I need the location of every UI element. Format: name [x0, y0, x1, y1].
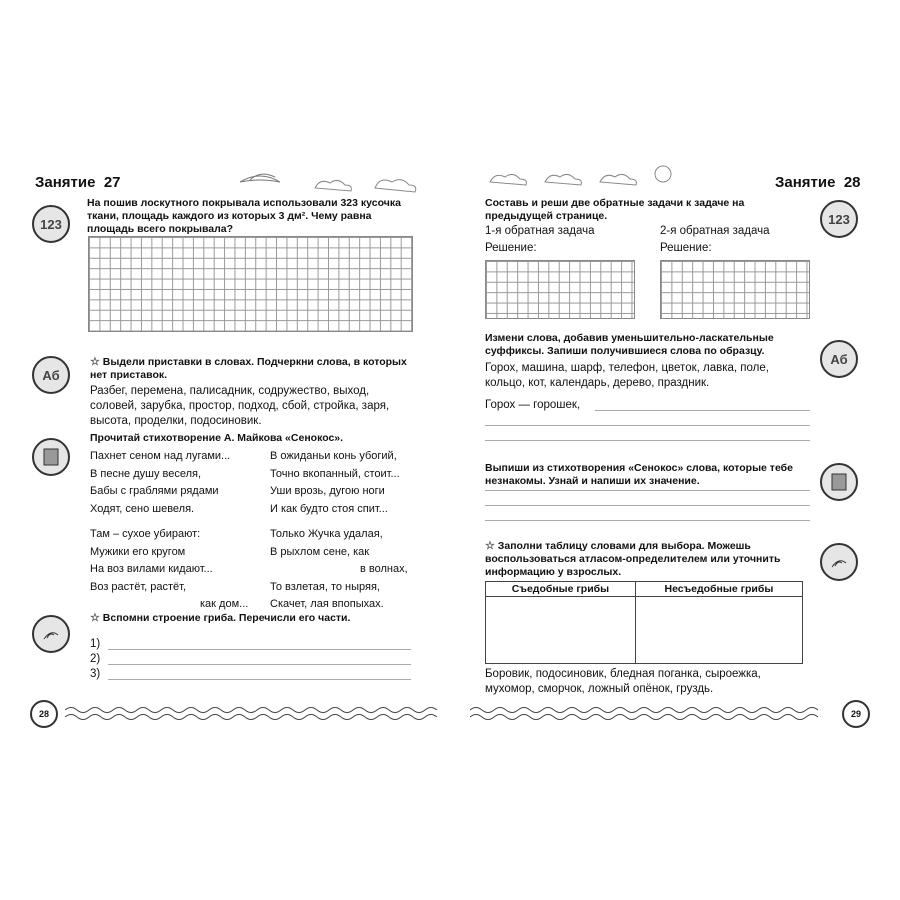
- lesson-title: Занятие 28: [775, 174, 861, 191]
- answer-line[interactable]: [595, 410, 810, 411]
- wave-decoration: [65, 705, 440, 721]
- left-page: [30, 160, 430, 740]
- answer-line[interactable]: [108, 664, 411, 665]
- math-badge-icon: 123: [32, 205, 70, 243]
- mushroom-table: [485, 581, 803, 664]
- solution-grid-1[interactable]: [485, 260, 635, 319]
- task-inverse: Составь и реши две обратные задачи к задаче на предыдущей странице.: [485, 197, 745, 222]
- poem-column-right: В ожиданьи конь убогий, Точно вкопанный, стоит... Уши врозь, дугою ноги И как будто стоя спит... Только Жучка удалая, В рыхлом сене, как в волнах, То взлетая, то ныряя, Скачет, лая впопыхах.: [270, 450, 408, 610]
- answer-label: 2): [90, 653, 101, 665]
- edible-header: Съедобные грибы: [486, 582, 636, 597]
- answer-line[interactable]: [108, 679, 411, 680]
- star-icon: ☆: [90, 612, 100, 624]
- math-badge-icon: 123: [820, 200, 858, 238]
- edible-cell[interactable]: [486, 597, 636, 664]
- sun-clouds-icon: [485, 160, 685, 190]
- answer-label: 1): [90, 638, 101, 650]
- math-grid[interactable]: [88, 236, 413, 332]
- prefix-words: Разбег, перемена, палисадник, содружество, выход, соловей, зарубка, простор, подход, сбой, стройка, заря, высота, проделки, подосиновик.: [90, 385, 390, 427]
- answer-line[interactable]: [485, 520, 810, 521]
- lesson-title: Занятие 27: [35, 174, 121, 191]
- answer-line[interactable]: [485, 440, 810, 441]
- answer-line[interactable]: [485, 490, 810, 491]
- inedible-header: Несъедобные грибы: [635, 582, 802, 597]
- answer-line[interactable]: [485, 425, 810, 426]
- suffix-words: Горох, машина, шарф, телефон, цветок, лавка, поле, кольцо, кот, календарь, дерево, праздник.: [485, 362, 769, 389]
- book-badge-icon: [32, 438, 70, 476]
- inverse-1-label: 1-я обратная задача: [485, 225, 595, 237]
- nature-badge-icon: [32, 615, 70, 653]
- example-text: Горох — горошек,: [485, 399, 581, 411]
- alphabet-badge-icon: Аб: [820, 340, 858, 378]
- alphabet-badge-icon: Аб: [32, 356, 70, 394]
- answer-line[interactable]: [108, 649, 411, 650]
- task-poem: Прочитай стихотворение А. Майкова «Сенокос».: [90, 432, 344, 444]
- solution-2-label: Решение:: [660, 242, 712, 254]
- nature-badge-icon: [820, 543, 858, 581]
- task-suffixes: Измени слова, добавив уменьшительно-ласкательные суффиксы. Запиши получившиеся слова по образцу.: [485, 332, 774, 357]
- star-icon: ☆: [90, 356, 100, 368]
- task-unknown-words: Выпиши из стихотворения «Сенокос» слова, которые тебе незнакомы. Узнай и напиши их значение.: [485, 462, 793, 487]
- task-table: ☆ Заполни таблицу словами для выбора. Можешь воспользоваться атласом-определителем или уточнить информацию у взрослых.: [485, 540, 781, 578]
- answer-line[interactable]: [485, 505, 810, 506]
- page-number: 29: [842, 700, 870, 728]
- page-number: 28: [30, 700, 58, 728]
- task-prefixes: ☆ Выдели приставки в словах. Подчеркни слова, в которых нет приставок.: [90, 356, 407, 381]
- task-mushroom: ☆ Вспомни строение гриба. Перечисли его части.: [90, 612, 351, 624]
- inverse-2-label: 2-я обратная задача: [660, 225, 770, 237]
- star-icon: ☆: [485, 540, 495, 552]
- mushroom-words: Боровик, подосиновик, бледная поганка, сыроежка, мухомор, сморчок, ложный опёнок, груздь.: [485, 668, 761, 695]
- bird-clouds-icon: [235, 168, 435, 194]
- wave-decoration: [470, 705, 825, 721]
- inedible-cell[interactable]: [635, 597, 802, 664]
- solution-grid-2[interactable]: [660, 260, 810, 319]
- book-badge-icon: [820, 463, 858, 501]
- task-patchwork: На пошив лоскутного покрывала использовали 323 кусочка ткани, площадь каждого из которых 3 дм². Чему равна площадь всего покрывала?: [87, 197, 401, 235]
- right-page: [470, 160, 870, 740]
- answer-label: 3): [90, 668, 101, 680]
- solution-1-label: Решение:: [485, 242, 537, 254]
- poem-column-left: Пахнет сеном над лугами... В песне душу веселя, Бабы с граблями рядами Ходят, сено шевеля. Там – сухое убирают: Мужики его кругом На воз вилами кидают... Воз растёт, растёт, как дом...: [90, 450, 249, 610]
